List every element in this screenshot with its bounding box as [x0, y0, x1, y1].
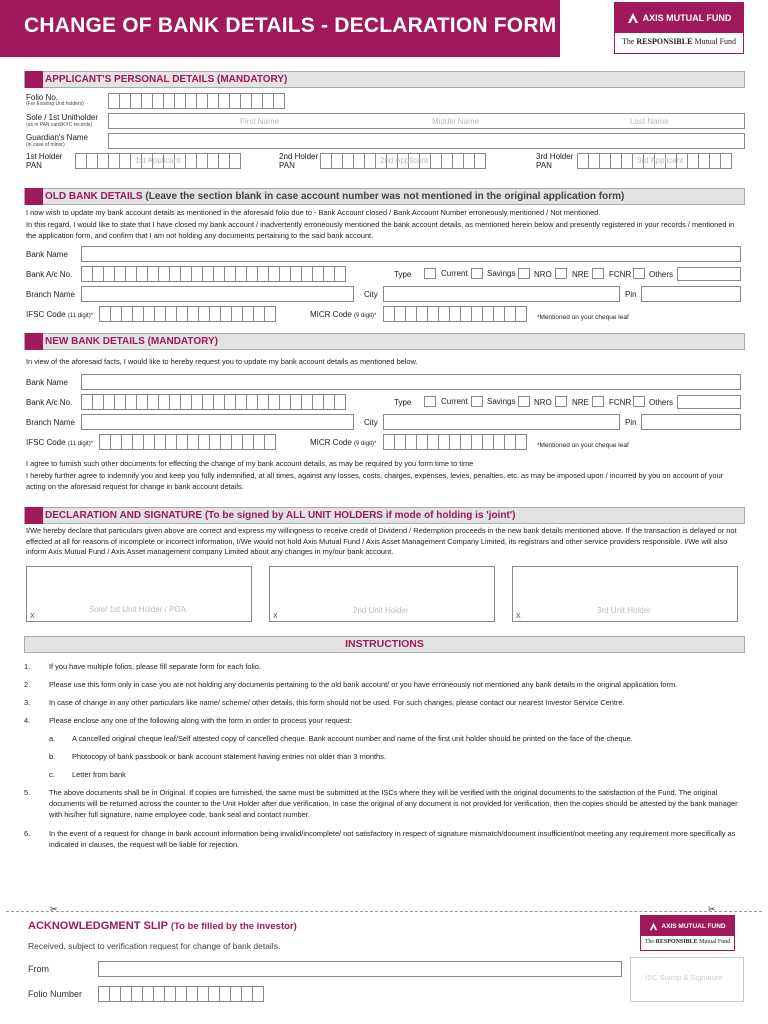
- old-type-savings-label: Savings: [487, 269, 516, 278]
- scissors-icon: ✂: [708, 904, 716, 914]
- old-account-label: Bank A/c No.: [26, 270, 73, 279]
- instruction-num: 6.: [24, 829, 31, 838]
- axis-logo-icon: [627, 12, 639, 24]
- old-city-input[interactable]: [383, 286, 620, 302]
- new-type-others-label: Others: [649, 398, 674, 407]
- holder-sublabel: (as in PAN card/KYC records): [26, 122, 93, 128]
- instruction-num: b.: [49, 752, 56, 761]
- section-declaration: DECLARATION AND SIGNATURE (To be signed by ALL UNIT HOLDERS if mode of holding is 'joint'): [24, 507, 745, 524]
- agree-para-2: I hereby further agree to indemnify you and keep you fully indemnified, at all times, against any losses, costs, charges, expenses, levies, penalties, etc. as may be imposed upon / incurred by you on account of your acting on the aforesaid request for change in bank account details.: [26, 471, 724, 491]
- instruction-text: A cancelled original cheque leaf/Self attested copy of cancelled cheque. Bank account number and name of the first unit holder should be printed on the face of the cheque.: [72, 734, 633, 743]
- old-type-nre-checkbox[interactable]: [555, 268, 567, 279]
- section-new-bank: NEW BANK DETAILS (MANDATORY): [24, 333, 745, 350]
- section-applicant: APPLICANT'S PERSONAL DETAILS (MANDATORY): [24, 71, 745, 88]
- instruction-num: 3.: [24, 698, 31, 707]
- instruction-text: Photocopy of bank passbook or bank account statement having entries not older than 3 months.: [72, 752, 386, 761]
- old-type-savings-checkbox[interactable]: [471, 268, 483, 279]
- new-micr-input[interactable]: [383, 434, 526, 450]
- old-type-label: Type: [394, 270, 412, 279]
- new-bank-name-label: Bank Name: [26, 378, 68, 387]
- ack-received-text: Received, subject to verification request for change of bank details.: [28, 941, 281, 951]
- new-type-savings-checkbox[interactable]: [471, 396, 483, 407]
- old-type-nre-label: NRE: [572, 270, 589, 279]
- old-bank-name-label: Bank Name: [26, 250, 68, 259]
- guardian-label: Guardian's Name: [26, 133, 88, 142]
- instruction-text: In the event of a request for change in bank account information being invalid/incomplete/ not satisfactory in respect of signature mismatch/document insufficient/not meeting any requirement more specifically as indicated in clauses, the request will be liable for rejection.: [49, 829, 736, 849]
- instruction-text: Letter from bank: [72, 770, 126, 779]
- new-type-savings-label: Savings: [487, 397, 516, 406]
- old-type-fcnr-checkbox[interactable]: [592, 268, 604, 279]
- scissors-icon: ✂: [50, 904, 58, 914]
- ack-folio-label: Folio Number: [28, 989, 83, 999]
- declaration-para: I/We hereby declare that particulars given above are correct and express my willingness to receive credit of Dividend / Redemption proceeds in the new bank details mentioned above. If the transaction is delayed or not effected at all for reasons of incomplete or incorrect information, I/We would not hold Axis Mutual Fund / Axis Asset Management Company Limited, its registrars and other service providers responsible. I/We will also inform Axis Mutual Fund / Axis Asset management company Limited about any changes in my/our bank account.: [26, 526, 737, 556]
- instruction-num: 4.: [24, 716, 31, 725]
- old-type-current-label: Current: [441, 269, 468, 278]
- pan3-label: 3rd Holder PAN: [536, 152, 574, 170]
- new-city-input[interactable]: [383, 414, 620, 430]
- old-micr-input[interactable]: [383, 306, 526, 322]
- new-ifsc-label: IFSC Code (11 digit)*: [26, 438, 94, 447]
- new-type-nre-label: NRE: [572, 398, 589, 407]
- new-type-fcnr-label: FCNR: [609, 398, 632, 407]
- pan1-label: 1st Holder PAN: [26, 152, 63, 170]
- instruction-text: The above documents shall be in Original. If copies are furnished, the same must be submitted at the ISCs where they will be verified with the original documents to the satisfaction of the Fund. The original documents will be returned across the counter to the Unit Holder after due verification. In case the original of any document is not provided for verification, then the copies should be attested by the bank manager with his/her full signature, name employee code, bank seal and contact number.: [49, 788, 738, 819]
- pan1-placeholder: 1st Applicant: [135, 156, 181, 165]
- signature-1-label: Sole/ 1st Unit Holder / POA: [89, 605, 186, 614]
- instruction-num: c.: [49, 770, 55, 779]
- isc-stamp-label: ISC Stamp & Signature: [645, 973, 723, 982]
- old-bank-name-input[interactable]: [81, 246, 741, 262]
- new-branch-label: Branch Name: [26, 418, 75, 427]
- old-pin-input[interactable]: [641, 286, 741, 302]
- instruction-text: In case of change in any other particulars like name/ scheme/ other details, this form should not be used. For such changes, please contact our nearest Investor Service Centre.: [49, 698, 625, 707]
- new-type-others-checkbox[interactable]: [633, 396, 645, 407]
- old-pin-label: Pin: [625, 290, 637, 299]
- new-bank-name-input[interactable]: [81, 374, 741, 390]
- new-account-label: Bank A/c No.: [26, 398, 73, 407]
- guardian-sublabel: (in case of minor): [26, 142, 65, 148]
- folio-sublabel: (For Existing Unit holders): [26, 101, 84, 107]
- signature-2-label: 2nd Unit Holder: [353, 606, 409, 615]
- ack-folio-input[interactable]: [98, 986, 263, 1002]
- old-ifsc-label: IFSC Code (11 digit)*: [26, 310, 94, 319]
- old-bank-para-1: I now wish to update my bank account details as mentioned in the aforesaid folio due to - Bank Account closed / Bank Account Number erroneously mentioned / Not mentioned.: [26, 208, 601, 217]
- new-city-label: City: [364, 418, 378, 427]
- agree-para-1: I agree to furnish such other documents for effecting the change of my bank account details, as may be required by you form time to time: [26, 459, 474, 468]
- instruction-text: Please enclose any one of the following along with the form in order to process your request:: [49, 716, 352, 725]
- axis-logo: [614, 2, 744, 54]
- new-type-nre-checkbox[interactable]: [555, 396, 567, 407]
- last-name-placeholder: Last Name: [630, 117, 669, 126]
- new-type-label: Type: [394, 398, 412, 407]
- old-type-current-checkbox[interactable]: [424, 268, 436, 279]
- old-ifsc-input[interactable]: [99, 306, 275, 322]
- holder-label: Sole / 1st Unitholder: [26, 113, 99, 122]
- instruction-text: Please use this form only in case you are not holding any documents pertaining to the old bank account/ or you have erroneously not mentioned any bank details in the original application form.: [49, 680, 678, 689]
- old-city-label: City: [364, 290, 378, 299]
- new-type-others-input[interactable]: [677, 395, 741, 409]
- signature-2-x: X: [273, 613, 278, 620]
- guardian-name-input[interactable]: [108, 133, 745, 149]
- new-type-current-checkbox[interactable]: [424, 396, 436, 407]
- axis-logo-icon: [649, 922, 658, 931]
- pan2-placeholder: 2nd Applicant: [380, 156, 429, 165]
- logo-name: AXIS MUTUAL FUND: [642, 13, 732, 23]
- ack-logo-name: AXIS MUTUAL FUND: [661, 922, 726, 930]
- signature-1-x: X: [30, 613, 35, 620]
- old-branch-label: Branch Name: [26, 290, 75, 299]
- pan3-placeholder: 3rd Applicant: [637, 156, 684, 165]
- new-type-fcnr-checkbox[interactable]: [592, 396, 604, 407]
- section-instructions: INSTRUCTIONS: [24, 636, 745, 653]
- old-branch-input[interactable]: [81, 286, 354, 302]
- old-type-nro-checkbox[interactable]: [518, 268, 530, 279]
- ack-from-input[interactable]: [98, 961, 622, 977]
- instruction-num: a.: [49, 734, 56, 743]
- old-bank-para-2: In this regard, I would like to state that I have closed my bank account / inadvertently erroneously mentioned the bank account details, as mentioned herein below and presently registered in your records / mentioned in the application form, and confirm that I am not holding any documents pertaining to the said bank account.: [26, 220, 735, 240]
- instruction-text: If you have multiple folios, please fill separate form for each folio.: [49, 662, 261, 671]
- ack-logo: [640, 915, 735, 951]
- section-old-bank: OLD BANK DETAILS (Leave the section blank in case account number was not mentioned in the original application form): [24, 188, 745, 205]
- old-cheque-note: *Mentioned on your cheque leaf: [537, 314, 629, 321]
- new-account-input[interactable]: [81, 394, 345, 410]
- ack-logo-tagline: The RESPONSIBLE Mutual Fund: [644, 939, 731, 945]
- new-bank-para: In view of the aforesaid facts, I would like to hereby request you to update my bank account details as mentioned below.: [26, 357, 418, 366]
- new-branch-input[interactable]: [81, 414, 354, 430]
- ack-title: ACKNOWLEDGMENT SLIP (To be filled by the investor): [28, 920, 297, 932]
- instruction-num: 2.: [24, 680, 31, 689]
- folio-input[interactable]: [108, 93, 284, 109]
- old-type-fcnr-label: FCNR: [609, 270, 632, 279]
- signature-3-label: 3rd Unit Holder: [597, 606, 651, 615]
- new-micr-label: MICR Code (9 digit)*: [310, 438, 377, 447]
- new-cheque-note: *Mentioned on your cheque leaf: [537, 442, 629, 449]
- old-type-others-label: Others: [649, 270, 674, 279]
- new-type-current-label: Current: [441, 397, 468, 406]
- pan2-label: 2nd Holder PAN: [279, 152, 319, 170]
- old-type-others-input[interactable]: [677, 267, 741, 281]
- new-pin-input[interactable]: [641, 414, 741, 430]
- old-micr-label: MICR Code (9 digit)*: [310, 310, 377, 319]
- new-type-nro-label: NRO: [534, 398, 552, 407]
- logo-tagline: The RESPONSIBLE Mutual Fund: [621, 37, 737, 46]
- old-type-others-checkbox[interactable]: [633, 268, 645, 279]
- ack-from-label: From: [28, 964, 49, 974]
- old-account-input[interactable]: [81, 266, 345, 282]
- folio-label: Folio No.: [26, 93, 59, 102]
- signature-3-x: X: [516, 613, 521, 620]
- middle-name-placeholder: Middle Name: [432, 117, 480, 126]
- new-type-nro-checkbox[interactable]: [518, 396, 530, 407]
- page-title: CHANGE OF BANK DETAILS - DECLARATION FORM: [24, 14, 557, 37]
- cut-line: [6, 911, 762, 912]
- instruction-num: 1.: [24, 662, 31, 671]
- instruction-num: 5.: [24, 788, 31, 797]
- new-pin-label: Pin: [625, 418, 637, 427]
- first-name-placeholder: First Name: [240, 117, 280, 126]
- old-type-nro-label: NRO: [534, 270, 552, 279]
- new-ifsc-input[interactable]: [99, 434, 275, 450]
